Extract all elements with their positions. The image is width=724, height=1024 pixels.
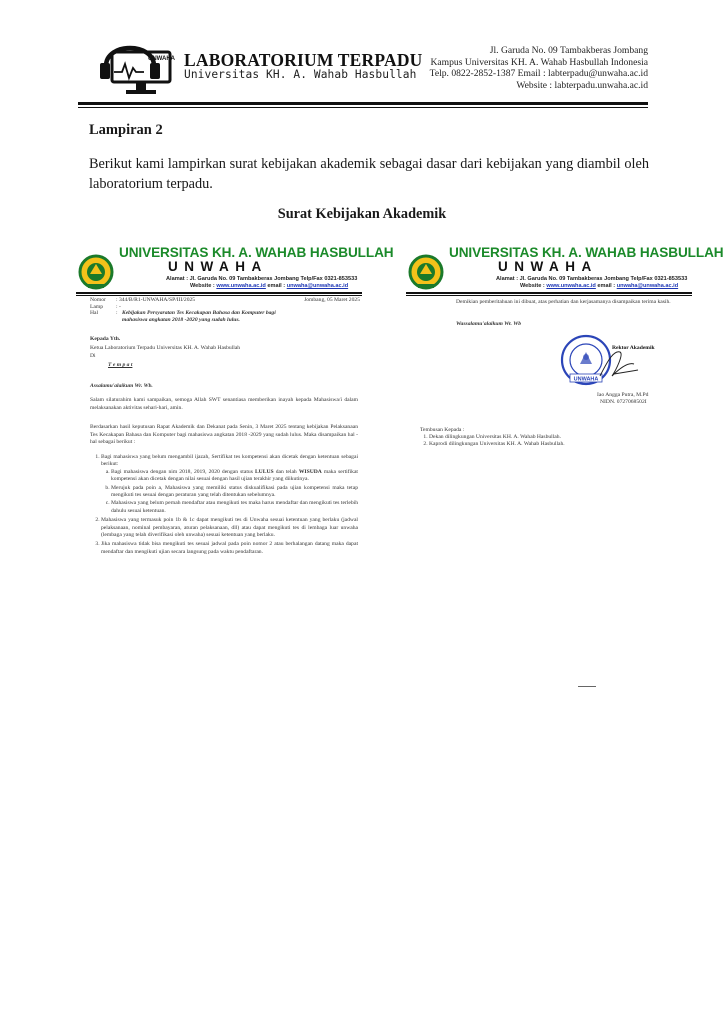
policy-item-1b: b. Merujuk pada poin a, Mahasiswa yang memiliki status diskualifikasi pada ujian kompetensi maka tetap mengikuti tes sesuai dengan peraturan yang telah ditentukan sebelumnya. bbox=[111, 485, 358, 500]
letter-policy-list bbox=[90, 454, 358, 558]
letter-page-1 bbox=[74, 244, 394, 664]
letter-recipient: Ketua Laboratorium Terpadu Universitas KH. A. Wahab Hasbullah bbox=[90, 345, 241, 351]
lab-subtitle: Universitas KH. A. Wahab Hasbullah bbox=[184, 68, 417, 81]
university-crest-icon bbox=[78, 252, 114, 292]
lab-campus-line: Kampus Universitas KH. A. Wahab Hasbullah Indonesia bbox=[430, 56, 648, 68]
intro-paragraph: Berikut kami lampirkan surat kebijakan akademik sebagai dasar dari kebijakan yang diambil oleh laboratorium terpadu. bbox=[89, 156, 649, 192]
meta-subject: Kebijakan Persyaratan Tes Kecakapan Bahasa dan Komputer bagi mahasiswa angkatan 2018 -2020 yang sudah lulus. bbox=[121, 310, 276, 323]
tembusan-label: Tembusan Kepada : bbox=[420, 427, 465, 433]
policy-item-1: 1. Bagi mahasiswa yang belum mengambil ijazah, Sertifikat tes kompetensi akan dicetak dengan ketentuan sebagai berikut: a. Bagi mahasiswa dengan nim 2018, 2019, 2020 dengan status LULUS dan telah WISUDA maka sertifikat kompetensi akan dicetak dengan nilai sesuai dengan hasil ujian terakhir yang diikutinya. b. Merujuk pada poin a, Mahasiswa yang memiliki status diskualifikasi pada ujian kompetensi maka tetap mengikuti tes sesuai dengan peraturan yang telah ditentukan sebelumnya. c. Mahasiswa yang belum pernah mendaftar atau mengikuti tes maka harus mendaftar dan mengikuti tes terlebih dahulu sesuai ketentuan. bbox=[101, 454, 358, 515]
tembusan-item-1: 1. Dekan dilingkungan Universitas KH. A. Wahab Hasbullah. bbox=[429, 434, 690, 441]
signer-name: Iao Angga Putra, M.Pd bbox=[597, 392, 649, 398]
document-heading: Surat Kebijakan Akademik bbox=[277, 206, 447, 222]
letter-university-short: UNWAHA bbox=[498, 259, 598, 274]
letter-paragraph-2: Berdasarkan hasil keputusan Rapat Akademik dan Dekanat pada Senin, 3 Maret 2025 tentang kebijakan Pelaksanaan Tes Kecakapan Bahasa dan Komputer bagi mahasiswa angkatan 2018 -2029 yang sudah lulus. Maka disampaikan hal - hal sebagai berikut : bbox=[90, 424, 358, 446]
signer-nidn: NIDN. 0727068502I bbox=[600, 399, 647, 405]
letter-website-link[interactable]: www.unwaha.ac.id bbox=[546, 283, 596, 289]
letter-web-line: Website : www.unwaha.ac.id email : unwaha@unwaha.ac.id bbox=[520, 283, 679, 289]
letterhead-rule-thick bbox=[78, 102, 648, 105]
letter-university-name: UNIVERSITAS KH. A. WAHAB HASBULLAH bbox=[119, 245, 394, 260]
policy-item-1a: a. Bagi mahasiswa dengan nim 2018, 2019, 2020 dengan status LULUS dan telah WISUDA maka sertifikat kompetensi akan dicetak dengan nilai sesuai dengan hasil ujian terakhir yang diikutinya. bbox=[111, 469, 358, 484]
lab-logo bbox=[92, 36, 178, 98]
svg-text:UNWAHA: UNWAHA bbox=[148, 56, 175, 62]
page-mark bbox=[578, 686, 596, 687]
letter-website-link[interactable]: www.unwaha.ac.id bbox=[216, 283, 266, 289]
meta-hal-label: Hal bbox=[90, 310, 99, 317]
letter-rule-thick bbox=[406, 292, 692, 294]
letter-university-short: UNWAHA bbox=[168, 259, 268, 274]
lab-website-line: Website : labterpadu.unwaha.ac.id bbox=[516, 79, 648, 91]
svg-text:UNWAHA: UNWAHA bbox=[573, 376, 599, 383]
letter-wassalam: Wassalamu'alaikum Wr. Wb bbox=[456, 321, 522, 327]
letter-closing: Demikian pemberitahuan ini dibuat, atas perhatian dan kerjasamanya disampaikan terima kasih. bbox=[456, 299, 671, 305]
university-crest-icon bbox=[408, 252, 444, 292]
lab-address-line: Jl. Garuda No. 09 Tambakberas Jombang bbox=[489, 45, 648, 56]
signer-title: Rektor Akademik bbox=[612, 345, 655, 351]
meta-lamp: : - bbox=[116, 303, 121, 310]
lab-contact-block bbox=[430, 45, 648, 91]
meta-nomor-label: Nomor bbox=[90, 297, 106, 303]
letter-web-line: Website : www.unwaha.ac.id email : unwaha@unwaha.ac.id bbox=[190, 283, 349, 289]
letter-di: Di bbox=[90, 353, 96, 359]
letter-email-link[interactable]: unwaha@unwaha.ac.id bbox=[286, 283, 349, 289]
letter-tempat: T e m p a t bbox=[108, 362, 133, 368]
attachment-label: Lampiran 2 bbox=[89, 122, 163, 138]
letter-university-name: UNIVERSITAS KH. A. WAHAB HASBULLAH bbox=[449, 245, 724, 260]
letter-address: Alamat : Jl. Garuda No. 09 Tambakberas Jombang Telp/Fax 0321-853533 bbox=[496, 276, 688, 282]
lab-phone-email-line: Telp. 0822-2852-1387 Email : labterpadu@unwaha.ac.id bbox=[429, 68, 648, 80]
letter-email-link[interactable]: unwaha@unwaha.ac.id bbox=[616, 283, 679, 289]
letter-address: Alamat : Jl. Garuda No. 09 Tambakberas Jombang Telp/Fax 0321-853533 bbox=[166, 276, 358, 282]
policy-item-3: 3. Jika mahasiswa tidak bisa mengikuti tes sesuai jadwal pada poin nomor 2 atau berhalangan datang maka dapat mendaftar dan mengikuti ujian secara langsung pada waktu pendaftaran. bbox=[101, 541, 358, 556]
meta-lamp-label: Lamp bbox=[90, 303, 104, 310]
letter-rule-thick bbox=[76, 292, 362, 294]
policy-item-2: 2. Mahasiswa yang termasuk poin 1b & 1c dapat mengikuti tes di Unwaha sesuai ketentuan yang berlaku (jadwal pelaksanaan, nominal pembayaran, aturan pelaksanaan, dll) atau dapat mengikuti tes di lembaga luar unwaha (lembaga yang telah diverifikasi oleh unwaha) sesuai ketentuan yang berlaku. bbox=[101, 517, 358, 539]
policy-item-1c: c. Mahasiswa yang belum pernah mendaftar atau mengikuti tes maka harus mendaftar dan mengikuti tes terlebih dahulu sesuai ketentuan. bbox=[111, 500, 358, 515]
letter-kepada: Kepada Yth. bbox=[90, 336, 121, 342]
tembusan-item-2: 2. Kaprodi dilingkungan Universitas KH. A. Wahab Hasbullah. bbox=[429, 441, 690, 448]
letter-meta-table bbox=[90, 297, 360, 323]
tembusan-list bbox=[420, 434, 690, 447]
letter-rule-thin bbox=[76, 295, 362, 296]
meta-date: Jombang, 05 Maret 2025 bbox=[304, 297, 360, 303]
letter-rule-thin bbox=[406, 295, 692, 296]
official-stamp-icon bbox=[554, 330, 644, 390]
letterhead-rule-thin bbox=[78, 107, 648, 108]
letter-salam: Assalamu'alaikum Wr. Wb. bbox=[90, 383, 153, 389]
letter-page-2 bbox=[404, 244, 724, 704]
meta-nomor: : 344/B/R1-UNWAHA/SP/III/2025 bbox=[116, 297, 196, 303]
letter-paragraph-1: Salam silaturahim kami sampaikan, semoga Allah SWT senantiasa memberikan inayah kepada Mahasiswa/i dalam melaksanakan aktivitas sehari-hari, amin. bbox=[90, 397, 358, 411]
meta-hal-row: : Kebijakan Persyaratan Tes Kecakapan Bahasa dan Komputer bagi mahasiswa angkatan 2018 -2020 yang sudah lulus. bbox=[116, 310, 360, 323]
lab-title: LABORATORIUM TERPADU bbox=[184, 50, 423, 70]
